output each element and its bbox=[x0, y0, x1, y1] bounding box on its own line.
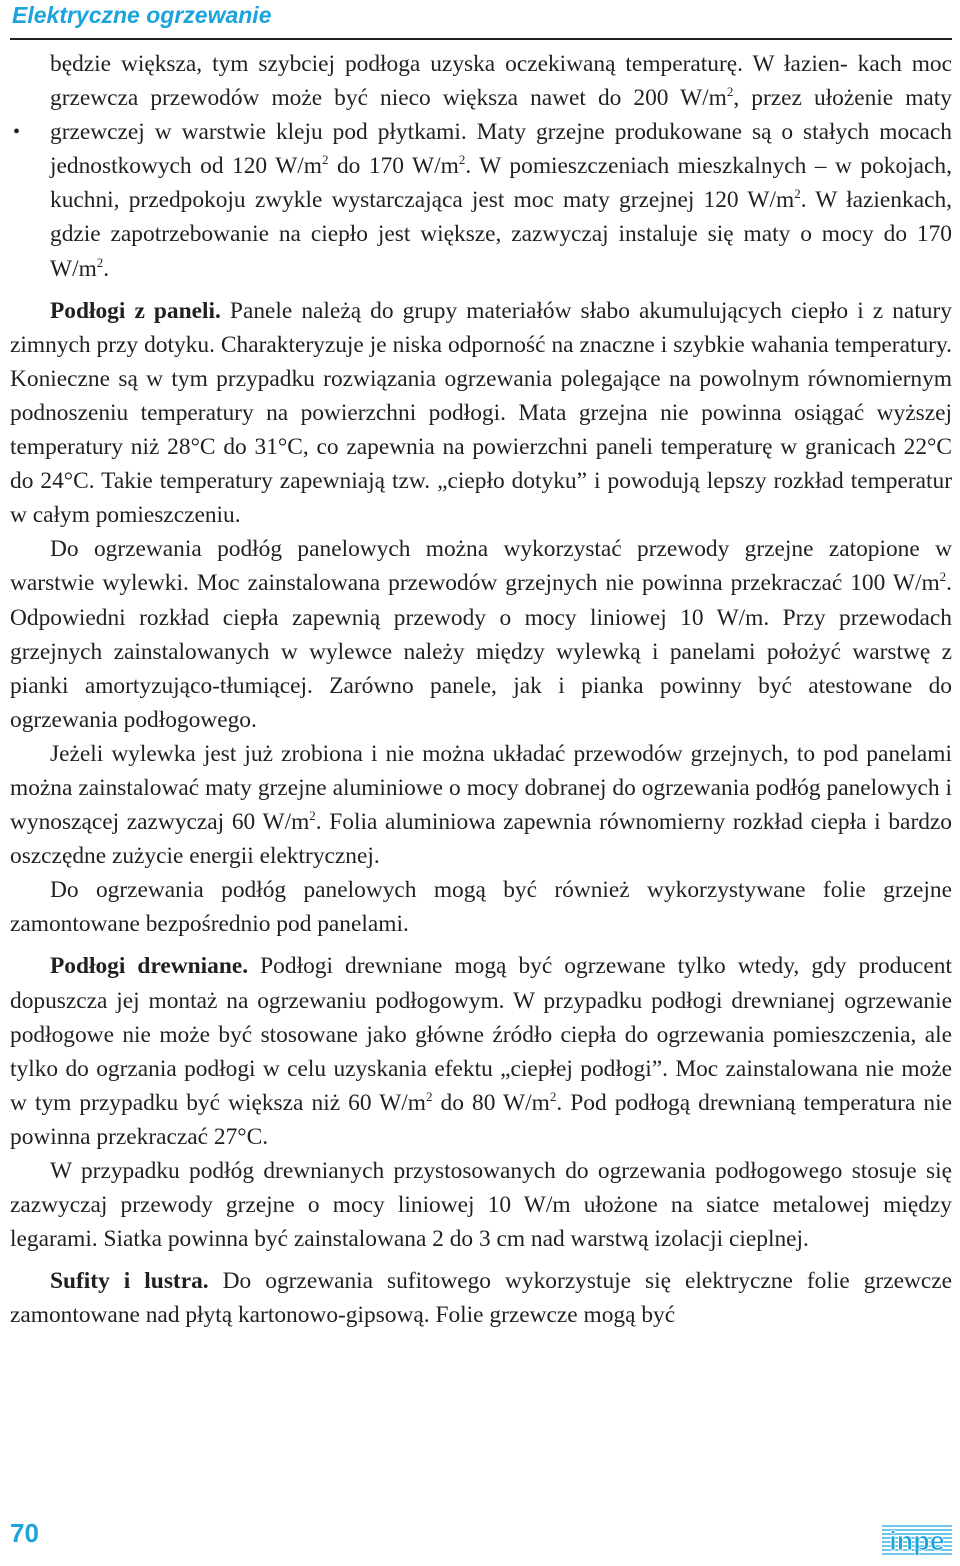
panels-screed-paragraph: Do ogrzewania podłóg panelowych można wykorzystać przewody grzejne zatopione w warstwie wylewki. Moc zainstalowana przewodów grzejnych nie powinna przekraczać 100 $W/m^2$. Odpowiedni rozkład ciepła zapewnią przewody o mocy liniowej 10 W/m. Przy przewodach grzejnych zainstalowanych w wylewce należy między wylewką i panelami położyć warstwę z pianki amortyzująco-tłumiącej. Zarówno panele, jak i pianka powinny być atestowane do ogrzewania podłogowego. bbox=[10, 536, 952, 733]
page-body bbox=[10, 47, 952, 1332]
wood-paragraph: Podłogi drewniane. Podłogi drewniane mogą być ogrzewane tylko wtedy, gdy producent dopuszcza jej montaż na ogrzewaniu podłogowym. W przypadku podłogi drewnianej ogrzewanie podłogowe nie może być stosowane jako główne źródło ciepła do ogrzewania pomieszczenia, ale tylko do ogrzania podłogi w celu uzyskania efektu „ciepłej podłogi”. Moc zainstalowana nie może w tym przypadku być większa niż 60 $W/m^2$ do 80 $W/m^2$. Pod podłogą drewnianą temperatura nie powinna przekraczać 27°C. bbox=[10, 953, 952, 1150]
wood-cables-paragraph: W przypadku podłóg drewnianych przystosowanych do ogrzewania podłogowego stosuje się zazwyczaj przewody grzejne o mocy liniowej 10 W/m ułożone na siatce metalowej między legarami. Siatka powinna być zainstalowana 2 do 3 cm nad warstwą izolacji cieplnej. bbox=[10, 1158, 952, 1253]
ceiling-paragraph: Sufity i lustra. Do ogrzewania sufitowego wykorzystuje się elektryczne folie grzewcze zamontowane nad płytą kartonowo-gipsową. Folie grzewcze mogą być bbox=[10, 1268, 952, 1329]
intro-paragraph: będzie większa, tym szybciej podłoga uzyska oczekiwaną temperaturę. W łazien- kach moc grzewcza przewodów może być nieco większa nawet do 200 $W/m^2$, przez ułożenie maty grzewczej w warstwie kleju pod płytkami. Maty grzejne produkowane są o stałych mocach jednostkowych od 120 $W/m^2$ do 170 $W/m^2$. W pomieszczeniach mieszkalnych – w pokojach, kuchni, przedpokoju zwykle wystarczająca jest moc maty grzejnej 120 $W/m^2$. W łazienkach, gdzie zapotrzebowanie na ciepło jest większe, zazwyczaj instaluje się maty o mocy do 170 $W/m^2$. bbox=[50, 51, 953, 282]
bullet-icon: • bbox=[13, 121, 21, 143]
panels-heading: Podłogi z paneli. bbox=[50, 297, 221, 324]
ceiling-heading: Sufity i lustra. bbox=[50, 1268, 209, 1295]
wood-heading: Podłogi drewniane. bbox=[50, 953, 249, 980]
page-number: 70 bbox=[10, 1518, 39, 1548]
header-title: Elektryczne ogrzewanie bbox=[12, 2, 272, 28]
running-header bbox=[10, 0, 952, 40]
logo-text: inpe bbox=[889, 1526, 945, 1556]
panels-foil-paragraph: Do ogrzewania podłóg panelowych mogą być również wykorzystywane folie grzejne zamontowane bezpośrednio pod panelami. bbox=[10, 877, 952, 938]
inpe-logo bbox=[880, 1520, 954, 1560]
panels-paragraph: Podłogi z paneli. Panele należą do grupy materiałów słabo akumulujących ciepło i z natury zimnych przy dotyku. Charakteryzuje je niska odporność na znaczne i szybkie wahania temperatury. Konieczne są w tym przypadku rozwiązania ogrzewania polegające na powolnym równomiernym podnoszeniu temperatury na powierzchni podłogi. Mata grzejna nie powinna osiągać wyższej temperatury niż 28°C do 31°C, co zapewnia na powierzchni paneli temperaturę w granicach 22°C do 24°C. Takie temperatury zapewniają tzw. „ciepło dotyku” i powodują lepszy rozkład temperatur w całym pomieszczeniu. bbox=[10, 297, 952, 529]
panels-mats-paragraph: Jeżeli wylewka jest już zrobiona i nie można układać przewodów grzejnych, to pod panelami można zainstalować maty grzejne aluminiowe o mocy dobranej do ogrzewania podłóg panelowych i wynoszącej zazwyczaj 60 $W/m^2$. Folia aluminiowa zapewnia równomierny rozkład ciepła i bardzo oszczędne zużycie energii elektrycznej. bbox=[10, 740, 953, 870]
intro-block bbox=[10, 47, 952, 286]
